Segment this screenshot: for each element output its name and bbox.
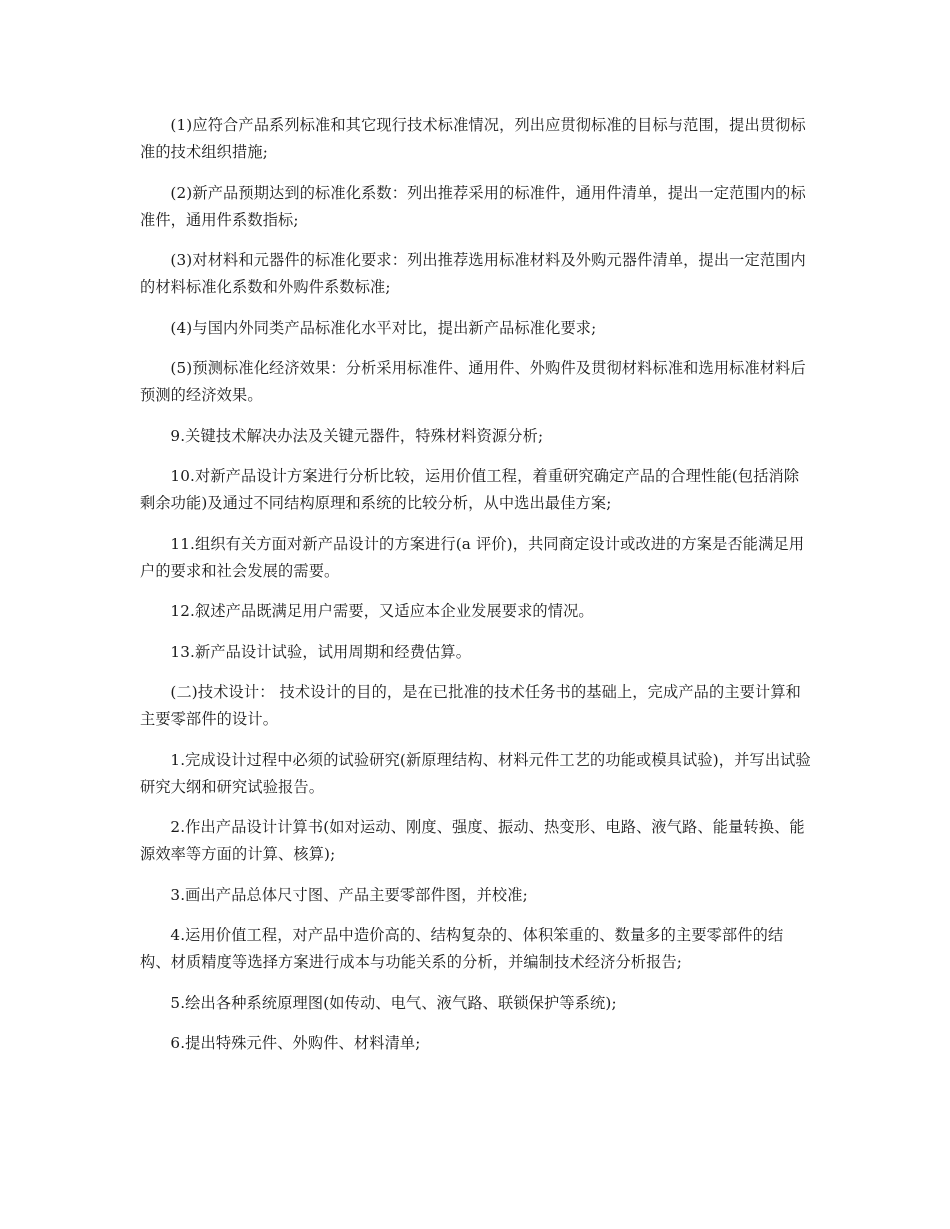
paragraph-1: (1)应符合产品系列标准和其它现行技术标准情况，列出应贯彻标准的目标与范围，提出贯彻标准的技术组织措施; bbox=[140, 116, 806, 161]
paragraph-17: 6.提出特殊元件、外购件、材料清单; bbox=[170, 1034, 421, 1052]
paragraph-4: (4)与国内外同类产品标准化水平对比，提出新产品标准化要求; bbox=[170, 318, 597, 337]
paragraph-3: (3)对材料和元器件的标准化要求：列出推荐选用标准材料及外购元器件清单，提出一定范围内的材料标准化系数和外购件系数标准; bbox=[140, 251, 806, 296]
paragraph-16: 5.绘出各种系统原理图(如传动、电气、液气路、联锁保护等系统); bbox=[170, 993, 617, 1012]
section-heading-technical-design: (二)技术设计： 技术设计的目的，是在已批准的技术任务书的基础上，完成产品的主要计算和主要零部件的设计。 bbox=[140, 683, 802, 728]
paragraph-12: 1.完成设计过程中必须的试验研究(新原理结构、材料元件工艺的功能或模具试验)，并写出试验研究大纲和研究试验报告。 bbox=[140, 750, 811, 796]
paragraph-8: 11.组织有关方面对新产品设计的方案进行(a 评价)，共同商定设计或改进的方案是否能满足用户的要求和社会发展的需要。 bbox=[140, 534, 805, 580]
paragraph-9: 12.叙述产品既满足用户需要，又适应本企业发展要求的情况。 bbox=[170, 602, 594, 620]
paragraph-7: 10.对新产品设计方案进行分析比较，运用价值工程，着重研究确定产品的合理性能(包括消除剩余功能)及通过不同结构原理和系统的比较分析，从中选出最佳方案; bbox=[140, 467, 800, 512]
paragraph-14: 3.画出产品总体尺寸图、产品主要零部件图，并校准; bbox=[170, 885, 528, 904]
paragraph-2: (2)新产品预期达到的标准化系数：列出推荐采用的标准件，通用件清单，提出一定范围内的标准件，通用件系数指标; bbox=[140, 183, 806, 229]
document-body bbox=[140, 112, 812, 1071]
paragraph-13: 2.作出产品设计计算书(如对运动、刚度、强度、振动、热变形、电路、液气路、能量转换、能源效率等方面的计算、核算); bbox=[140, 818, 805, 863]
paragraph-6: 9.关键技术解决办法及关键元器件，特殊材料资源分析; bbox=[170, 426, 544, 445]
paragraph-15: 4.运用价值工程，对产品中造价高的、结构复杂的、体积笨重的、数量多的主要零部件的结构、材质精度等选择方案进行成本与功能关系的分析，并编制技术经济分析报告; bbox=[140, 926, 784, 971]
paragraph-10: 13.新产品设计试验，试用周期和经费估算。 bbox=[170, 642, 472, 661]
paragraph-5: (5)预测标准化经济效果：分析采用标准件、通用件、外购件及贯彻材料标准和选用标准材料后预测的经济效果。 bbox=[140, 359, 806, 404]
